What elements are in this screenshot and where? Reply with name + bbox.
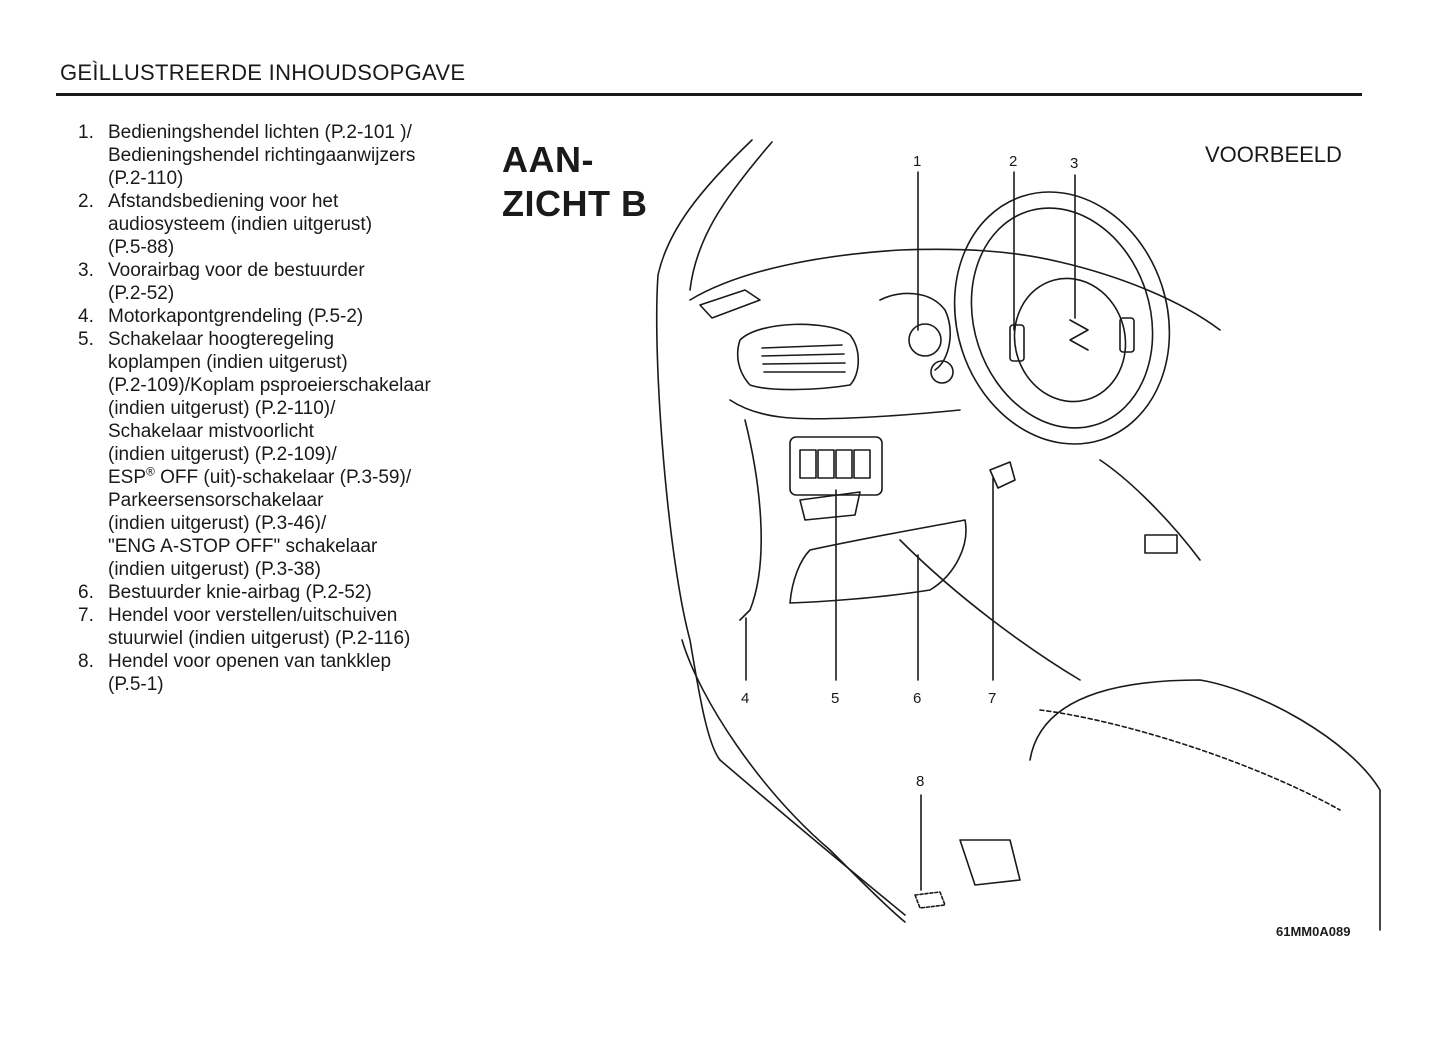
view-label: AAN- ZICHT B — [502, 139, 648, 224]
legend-item-text: Voorairbag voor de bestuurder (P.2-52) — [108, 260, 365, 304]
legend-item-text: Hendel voor openen van tankklep (P.5-1) — [108, 651, 392, 695]
registered-mark: ® — [146, 464, 155, 479]
legend-item-number: 5. — [78, 329, 94, 350]
callout-8: 8 — [916, 773, 925, 790]
floor-line — [900, 540, 1080, 680]
callout-5: 5 — [831, 690, 840, 707]
knee-airbag-panel — [790, 520, 966, 603]
esp-text: OFF (uit)-schakelaar (P.3-59)/ Parkeersensorschakelaar (indien uitgerust) (P.3-46)/ "ENG A-STOP OFF" schakelaar (indien uitgerust) (P.3-38) — [108, 467, 412, 580]
legend-item-number: 2. — [78, 191, 94, 212]
switch-1 — [800, 450, 816, 478]
legend-item-text: Motorkapontgrendeling (P.5-2) — [108, 306, 364, 327]
legend-item-text: Bestuurder knie-airbag (P.2-52) — [108, 582, 372, 603]
light-lever-knob — [909, 324, 941, 356]
callout-3: 3 — [1070, 155, 1079, 172]
callout-4: 4 — [741, 690, 750, 707]
legend-item-number: 1. — [78, 122, 94, 143]
center-console-edge — [1100, 460, 1200, 560]
windshield-edge — [690, 142, 772, 290]
steering-wheel-rim — [923, 164, 1202, 472]
switch-4 — [854, 450, 870, 478]
callout-1: 1 — [913, 153, 922, 170]
callout-2: 2 — [1009, 153, 1018, 170]
figure-code: 61MM0A089 — [1276, 924, 1351, 939]
legend-item-number: 8. — [78, 651, 94, 672]
dash-corner-vent — [700, 290, 760, 318]
legend-item-text: Bedieningshendel lichten (P.2-101 )/ Bedieningshendel richtingaanwijzers (P.2-110) — [108, 122, 416, 189]
air-vent-slats — [762, 345, 845, 372]
legend-item-number: 6. — [78, 582, 94, 603]
steering-wheel-inner — [944, 184, 1181, 451]
fuel-lid-lever — [915, 892, 945, 908]
logo-mark — [1070, 320, 1088, 350]
a-pillar-outline — [657, 140, 752, 760]
legend-item-number: 7. — [78, 605, 94, 626]
switch-2 — [818, 450, 834, 478]
callout-6: 6 — [913, 690, 922, 707]
legend-item-text: Hendel voor verstellen/uitschuiven stuurwiel (indien uitgerust) (P.2-116) — [108, 605, 411, 649]
example-label: VOORBEELD — [1205, 142, 1342, 167]
legend-item-text: Schakelaar hoogteregeling koplampen (indien uitgerust) (P.2-109)/Koplam psproeierschakelaar (indien uitgerust) (P.2-110)/ Schakelaar mistvoorlicht (indien uitgerust) (P.2-109)/ — [108, 329, 431, 465]
callout-7: 7 — [988, 690, 997, 707]
door-sill-inner — [720, 760, 905, 915]
legend-item-number: 3. — [78, 260, 94, 281]
console-switches — [1145, 535, 1177, 553]
lower-switch — [800, 492, 860, 520]
air-vent-housing — [738, 324, 859, 389]
dash-side-panel — [740, 420, 761, 620]
pedal-box — [960, 840, 1020, 885]
page-title: GEÌLLUSTREERDE INHOUDSOPGAVE — [60, 60, 466, 85]
legend-item-number: 4. — [78, 306, 94, 327]
steering-column — [880, 293, 950, 370]
door-sill-line — [682, 640, 905, 922]
dash-panel-line — [730, 400, 960, 419]
seat-stitching — [1040, 710, 1340, 810]
legend-item-text: Afstandsbediening voor het audiosysteem (indien uitgerust) (P.5-88) — [108, 191, 373, 258]
esp-label: ESP — [108, 467, 147, 488]
switch-3 — [836, 450, 852, 478]
